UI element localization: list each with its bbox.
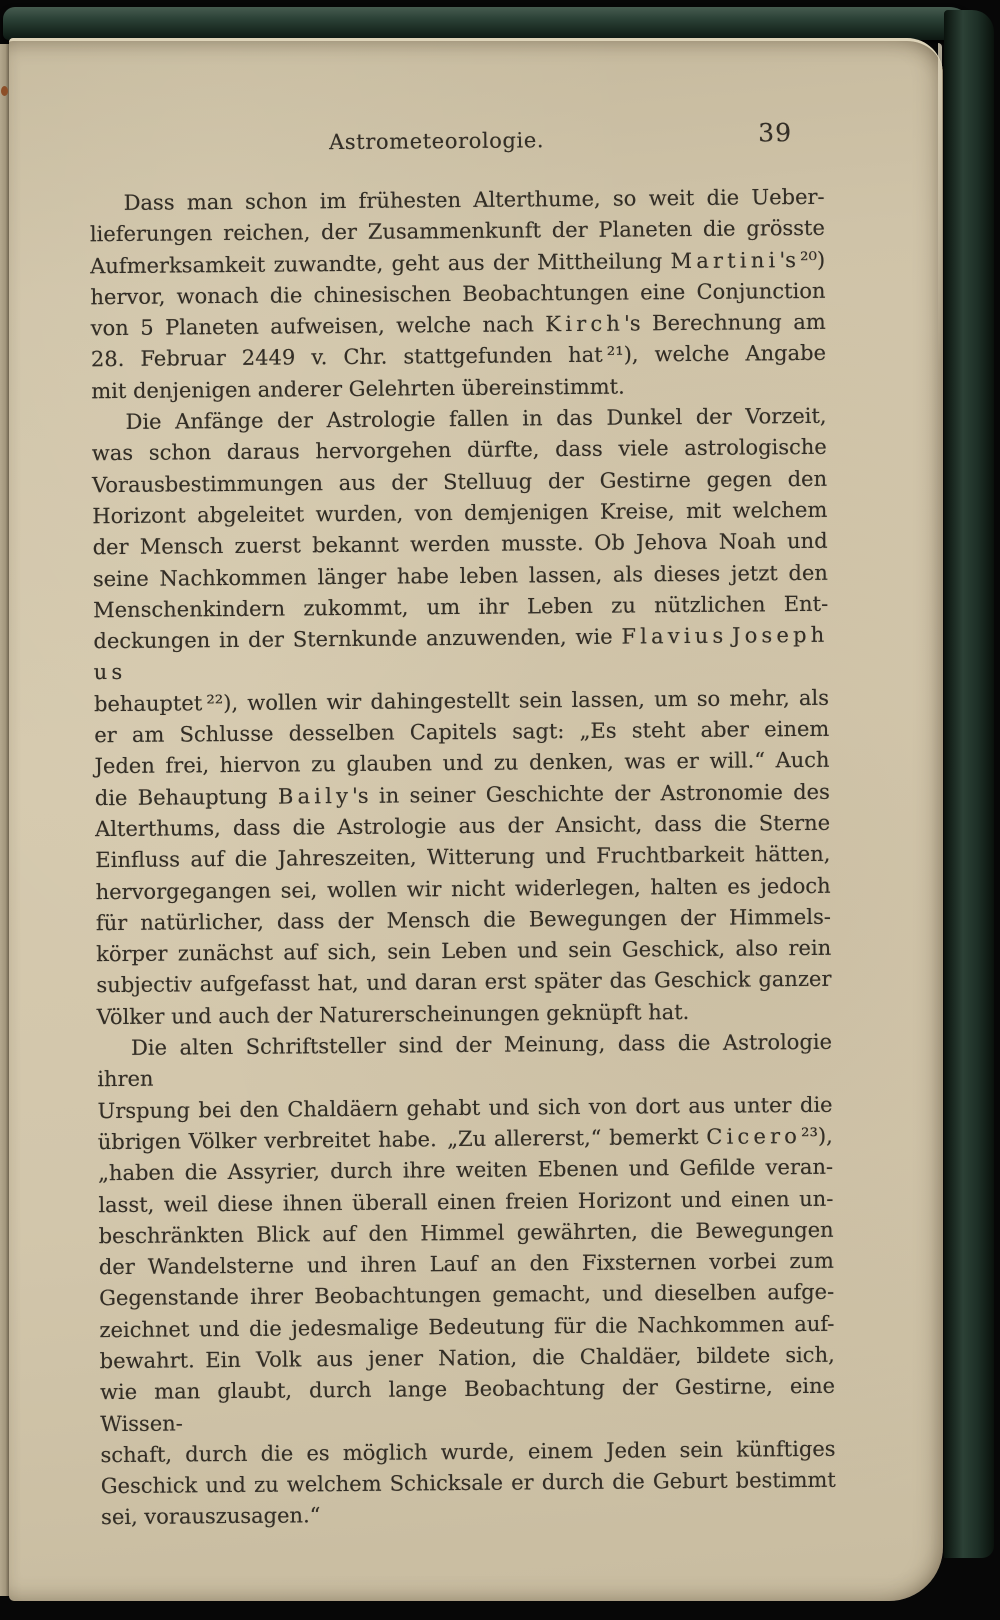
text-line: Alterthums, dass die Astrologie aus der Ansicht, dass die Sterne (94, 810, 831, 842)
text-line: hervorgegangen sei, wollen wir nicht widerlegen, halten es jedoch (95, 873, 831, 904)
page-header (89, 118, 824, 162)
book-cover-right-edge (944, 10, 994, 1558)
text-line: hervor, wonach die chinesischen Beobachtungen eine Conjunction (90, 278, 826, 310)
text-line: er am Schlusse desselben Capitels sagt: „Es steht aber einem (94, 716, 830, 748)
text-line: seine Nachkommen länger habe leben lassen, als dieses jetzt den (92, 560, 828, 591)
page-edge-highlight (938, 43, 942, 363)
text-line: schaft, durch die es möglich wurde, einem Jeden sein künftiges (100, 1436, 836, 1468)
text-line: behauptet ²²), wollen wir dahingestellt sein lassen, um so mehr, als (93, 685, 830, 716)
running-title: Astrometeorologie. (328, 128, 545, 155)
text-line: übrigen Völker verbreitet habe. „Zu allererst,“ bemerkt C i c e r o ²³), (97, 1123, 833, 1155)
text-line: von 5 Planeten aufweisen, welche nach K i r c h 's Berechnung am (90, 309, 826, 341)
text-line: Die alten Schriftsteller sind der Meinung, dass die Astrologie ihren (97, 1029, 833, 1092)
text-line: „haben die Assyrier, durch ihre weiten Ebenen und Gefilde veran- (97, 1154, 834, 1186)
page-number: 39 (758, 118, 793, 148)
paragraph (91, 401, 831, 1033)
text-line: Jeden frei, hiervon zu glauben und zu denken, was er will.“ Auch (94, 748, 830, 779)
text-line: lasst, weil diese ihnen überall einen freien Horizont und einen un- (98, 1186, 834, 1217)
paragraph (97, 1027, 836, 1534)
text-line: beschränkten Blick auf den Himmel gewährten, die Bewegungen (98, 1217, 834, 1248)
text-line: die Behauptung B a i l y 's in seiner Geschichte der Astronomie des (94, 779, 830, 810)
text-line: subjectiv aufgefasst hat, und daran erst später das Geschick ganzer (96, 967, 832, 998)
scan-artifact (1, 86, 8, 96)
text-line: Aufmerksamkeit zuwandte, geht aus der Mittheilung M a r t i n i 's ²⁰) (90, 247, 826, 278)
text-line: deckungen in der Sternkunde anzuwenden, wie F l a v i u s J o s e p h u s (93, 622, 829, 685)
text-line: mit denjenigen anderer Gelehrten übereinstimmt. (91, 374, 625, 403)
text-line: sei, vorauszusagen.“ (100, 1503, 321, 1530)
page-body (90, 182, 837, 1534)
text-line: bewahrt. Ein Volk aus jener Nation, die Chaldäer, bildete sich, (99, 1342, 835, 1374)
text-line: für natürlicher, dass der Mensch die Bewegungen der Himmels- (95, 904, 831, 936)
text-line: der Mensch zuerst bekannt werden musste. Ob Jehova Noah und (92, 529, 828, 560)
book-page (9, 38, 943, 1601)
text-line: Menschenkindern zukommt, um ihr Leben zu nützlichen Ent- (93, 591, 829, 623)
page-content (89, 118, 836, 1534)
text-line: Vorausbestimmungen aus der Stelluug der Gestirne gegen den (91, 466, 828, 497)
text-line: wie man glaubt, durch lange Beobachtung der Gestirne, eine Wissen- (99, 1374, 836, 1436)
text-line: Völker und auch der Naturerscheinungen geknüpft hat. (96, 999, 690, 1029)
text-line: Urspung bei den Chaldäern gehabt und sich von dort aus unter die (97, 1092, 833, 1123)
text-line: Gegenstande ihrer Beobachtungen gemacht, und dieselben aufge- (99, 1280, 835, 1311)
text-line: Dass man schon im frühesten Alterthume, so weit die Ueber- (123, 184, 825, 215)
text-line: lieferungen reichen, der Zusammenkunft der Planeten die grösste (89, 216, 825, 247)
text-line: 28. Februar 2449 v. Chr. stattgefunden hat ²¹), welche Angabe (90, 341, 827, 372)
text-line: Die Anfänge der Astrologie fallen in das Dunkel der Vorzeit, (125, 403, 827, 434)
text-line: Einfluss auf die Jahreszeiten, Witterung und Fruchtbarkeit hätten, (95, 842, 831, 873)
text-line: Geschick und zu welchem Schicksale er durch die Geburt bestimmt (100, 1467, 836, 1499)
text-line: der Wandelsterne und ihren Lauf an den Fixsternen vorbei zum (98, 1248, 834, 1280)
text-line: was schon daraus hervorgehen dürfte, dass viele astrologische (91, 435, 827, 466)
text-line: zeichnet und die jedesmalige Bedeutung für die Nachkommen auf- (99, 1311, 835, 1342)
text-line: Horizont abgeleitet wurden, von demjenigen Kreise, mit welchem (92, 497, 828, 529)
paragraph (90, 182, 827, 407)
book-cover-top-edge (3, 7, 975, 40)
text-line: körper zunächst auf sich, sein Leben und sein Geschick, also rein (96, 935, 832, 967)
